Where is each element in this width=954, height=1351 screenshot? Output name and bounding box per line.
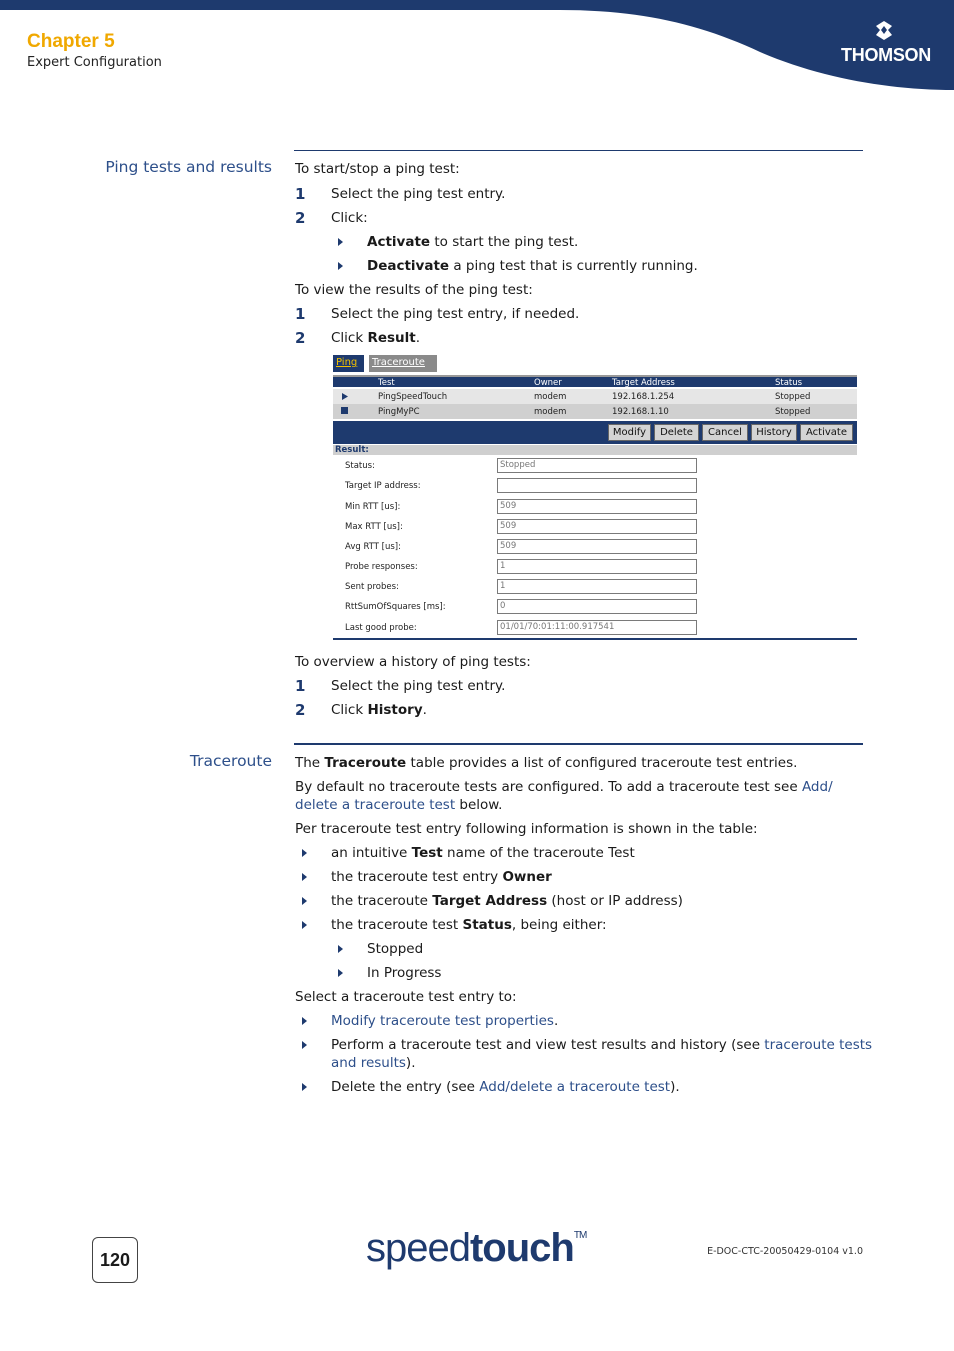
- action-bullet-cont: and results).: [331, 1055, 416, 1071]
- bullet-arrow-icon: [302, 1041, 307, 1049]
- brand-name: THOMSON: [841, 45, 931, 65]
- step-number: 2: [295, 701, 306, 719]
- section-title-traceroute: Traceroute: [189, 752, 272, 770]
- action-bullet: Delete the entry (see Add/delete a traceroute test).: [331, 1079, 680, 1095]
- ping-intro-start: To start/stop a ping test:: [295, 161, 460, 177]
- cell-owner: modem: [534, 407, 567, 417]
- bullet-arrow-icon: [302, 1017, 307, 1025]
- step-number: 1: [295, 305, 306, 323]
- column-header: Owner: [534, 378, 562, 388]
- field-label: RttSumOfSquares [ms]:: [345, 602, 446, 612]
- delete-button[interactable]: Delete: [654, 424, 699, 441]
- table-row[interactable]: [333, 389, 857, 404]
- tab-ping[interactable]: Ping: [333, 355, 364, 372]
- column-header: Target Address: [612, 378, 675, 388]
- column-header: Test: [378, 378, 395, 388]
- info-bullet: the traceroute test entry Owner: [331, 869, 552, 885]
- bullet-arrow-icon: [302, 1083, 307, 1091]
- document-id: E-DOC-CTC-20050429-0104 v1.0: [707, 1246, 863, 1257]
- chapter-label: Chapter 5: [27, 31, 115, 52]
- stop-icon: [341, 407, 348, 414]
- ping-intro-history: To overview a history of ping tests:: [295, 654, 531, 670]
- page-number: 120: [92, 1237, 138, 1283]
- link-add-delete[interactable]: Add/: [801, 779, 833, 795]
- section-title-ping: Ping tests and results: [105, 158, 272, 176]
- min-rtt-field[interactable]: 509: [497, 499, 697, 514]
- probe-responses-field[interactable]: 1: [497, 559, 697, 574]
- screenshot-bottom-rule: [333, 638, 857, 640]
- cell-status: Stopped: [775, 392, 811, 402]
- sub-bullet-activate: Activate to start the ping test.: [367, 234, 579, 250]
- link-add-delete[interactable]: delete a traceroute test: [295, 797, 456, 813]
- avg-rtt-field[interactable]: 509: [497, 539, 697, 554]
- bullet-arrow-icon: [338, 945, 343, 953]
- step-text: Select the ping test entry, if needed.: [331, 306, 580, 322]
- cell-target: 192.168.1.10: [612, 407, 669, 417]
- header-banner: [0, 0, 954, 95]
- bullet-arrow-icon: [338, 262, 343, 270]
- field-label: Last good probe:: [345, 623, 417, 633]
- link-add-delete[interactable]: Add/delete a traceroute test: [479, 1079, 671, 1095]
- section-rule: [294, 743, 863, 745]
- bullet-arrow-icon: [302, 921, 307, 929]
- result-label: Result:: [335, 445, 369, 455]
- rtt-sum-squares-field[interactable]: 0: [497, 599, 697, 614]
- traceroute-paragraph: By default no traceroute tests are configured. To add a traceroute test see Add/: [295, 779, 833, 795]
- link-modify-properties[interactable]: Modify traceroute test properties: [331, 1013, 554, 1029]
- step-number: 2: [295, 329, 306, 347]
- link-traceroute-results[interactable]: traceroute tests: [764, 1037, 873, 1053]
- cancel-button[interactable]: Cancel: [702, 424, 748, 441]
- modify-button[interactable]: Modify: [608, 424, 651, 441]
- info-bullet: the traceroute Target Address (host or IP address): [331, 893, 683, 909]
- step-number: 2: [295, 209, 306, 227]
- cell-status: Stopped: [775, 407, 811, 417]
- speedtouch-logo: speedtouch™: [366, 1226, 587, 1270]
- play-icon: [342, 393, 348, 400]
- traceroute-paragraph: delete a traceroute test below.: [295, 797, 503, 813]
- cell-owner: modem: [534, 392, 567, 402]
- field-label: Min RTT [us]:: [345, 502, 401, 512]
- traceroute-paragraph: Select a traceroute test entry to:: [295, 989, 517, 1005]
- tab-traceroute[interactable]: Traceroute: [369, 355, 437, 372]
- target-ip-field[interactable]: [497, 478, 697, 493]
- traceroute-paragraph: The Traceroute table provides a list of configured traceroute test entries.: [295, 755, 798, 771]
- ping-screenshot: [333, 354, 857, 641]
- step-number: 1: [295, 185, 306, 203]
- cell-test: PingSpeedTouch: [378, 392, 448, 402]
- field-label: Sent probes:: [345, 582, 399, 592]
- step-text: Click Result.: [331, 330, 421, 346]
- step-text: Select the ping test entry.: [331, 678, 506, 694]
- info-bullet: an intuitive Test name of the traceroute Test: [331, 845, 635, 861]
- cell-test: PingMyPC: [378, 407, 420, 417]
- status-field[interactable]: Stopped: [497, 458, 697, 473]
- info-bullet: the traceroute test Status, being either:: [331, 917, 607, 933]
- column-header: Status: [775, 378, 803, 388]
- field-label: Status:: [345, 461, 375, 471]
- sent-probes-field[interactable]: 1: [497, 579, 697, 594]
- sub-bullet-deactivate: Deactivate a ping test that is currently running.: [367, 258, 698, 274]
- table-header: [333, 375, 857, 387]
- field-label: Avg RTT [us]:: [345, 542, 401, 552]
- cell-target: 192.168.1.254: [612, 392, 675, 402]
- history-button[interactable]: History: [751, 424, 797, 441]
- action-bullet: Modify traceroute test properties.: [331, 1013, 559, 1029]
- section-rule: [294, 150, 863, 151]
- ping-intro-view: To view the results of the ping test:: [295, 282, 533, 298]
- bullet-arrow-icon: [302, 849, 307, 857]
- activate-button[interactable]: Activate: [800, 424, 853, 441]
- step-text: Select the ping test entry.: [331, 186, 506, 202]
- step-number: 1: [295, 677, 306, 695]
- bullet-arrow-icon: [302, 897, 307, 905]
- max-rtt-field[interactable]: 509: [497, 519, 697, 534]
- step-text: Click History.: [331, 702, 427, 718]
- traceroute-paragraph: Per traceroute test entry following information is shown in the table:: [295, 821, 758, 837]
- field-label: Target IP address:: [345, 481, 421, 491]
- bullet-arrow-icon: [338, 238, 343, 246]
- last-good-probe-field[interactable]: 01/01/70:01:11:00.917541: [497, 620, 697, 635]
- chapter-subtitle: Expert Configuration: [27, 55, 162, 70]
- field-label: Probe responses:: [345, 562, 418, 572]
- bullet-arrow-icon: [302, 873, 307, 881]
- action-bullet: Perform a traceroute test and view test results and history (see traceroute tests: [331, 1037, 873, 1053]
- thomson-logo-icon: [872, 20, 896, 42]
- button-bar: [333, 421, 857, 444]
- field-label: Max RTT [us]:: [345, 522, 403, 532]
- status-value: In Progress: [367, 965, 442, 981]
- table-row[interactable]: [333, 404, 857, 419]
- step-text: Click:: [331, 210, 368, 226]
- link-traceroute-results[interactable]: and results: [331, 1055, 406, 1071]
- status-value: Stopped: [367, 941, 424, 957]
- result-bar: [333, 445, 857, 455]
- bullet-arrow-icon: [338, 969, 343, 977]
